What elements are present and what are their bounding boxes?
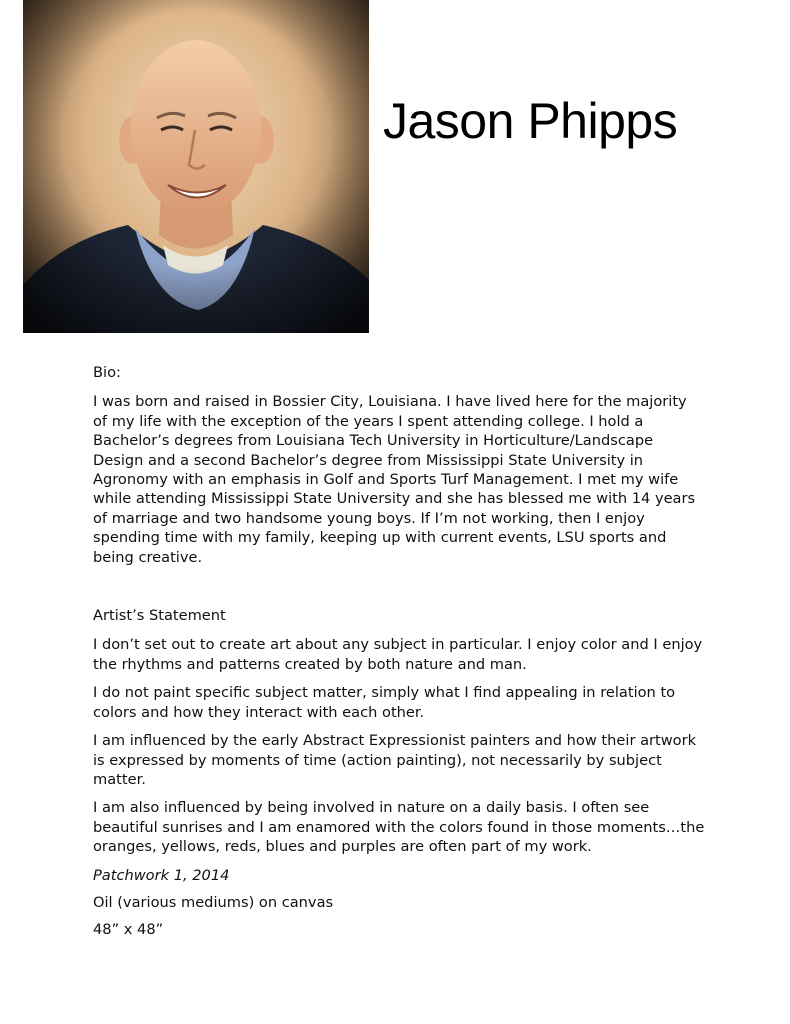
statement-paragraph: I am influenced by the early Abstract Expressionist painters and how their artwork is expressed by moments of time (action painting), not necessarily by subject matter.	[93, 732, 697, 788]
artist-name: Jason Phipps	[383, 93, 678, 149]
portrait-illustration	[23, 0, 369, 333]
document-body	[93, 363, 705, 947]
statement-paragraph: I am also influenced by being involved in nature on a daily basis. I often see beautiful sunrises and I am enamored with the colors found in those moments…the oranges, yellows, reds, blues and purples are often part of my work.	[93, 799, 705, 856]
bio-paragraph: I was born and raised in Bossier City, Louisiana. I have lived here for the majority of my life with the exception of the years I spent attending college. I hold a Bachelor’s degrees from Louisiana Tech University in Horticulture/Landscape Design and a second Bachelor’s degree from Mississippi State University in Agronomy with an emphasis in Golf and Sports Turf Management. I met my wife while attending Mississippi State University and she has blessed me with 14 years of marriage and two handsome young boys. If I’m not working, then I enjoy spending time with my family, keeping up with current events, LSU sports and being creative.	[93, 393, 696, 566]
bio-heading: Bio:	[93, 364, 121, 381]
portrait-photo	[23, 0, 369, 333]
statement-heading: Artist’s Statement	[93, 607, 226, 625]
artwork-medium: Oil (various mediums) on canvas	[93, 893, 334, 911]
artwork-title: Patchwork 1, 2014	[93, 866, 230, 884]
statement-paragraph: I do not paint specific subject matter, simply what I find appealing in relation to colors and how they interact with each other.	[93, 684, 676, 721]
artwork-size: 48” x 48”	[93, 920, 164, 938]
statement-paragraph: I don’t set out to create art about any subject in particular. I enjoy color and I enjoy the rhythms and patterns created by both nature and man.	[93, 636, 703, 673]
artwork-details	[93, 866, 705, 939]
